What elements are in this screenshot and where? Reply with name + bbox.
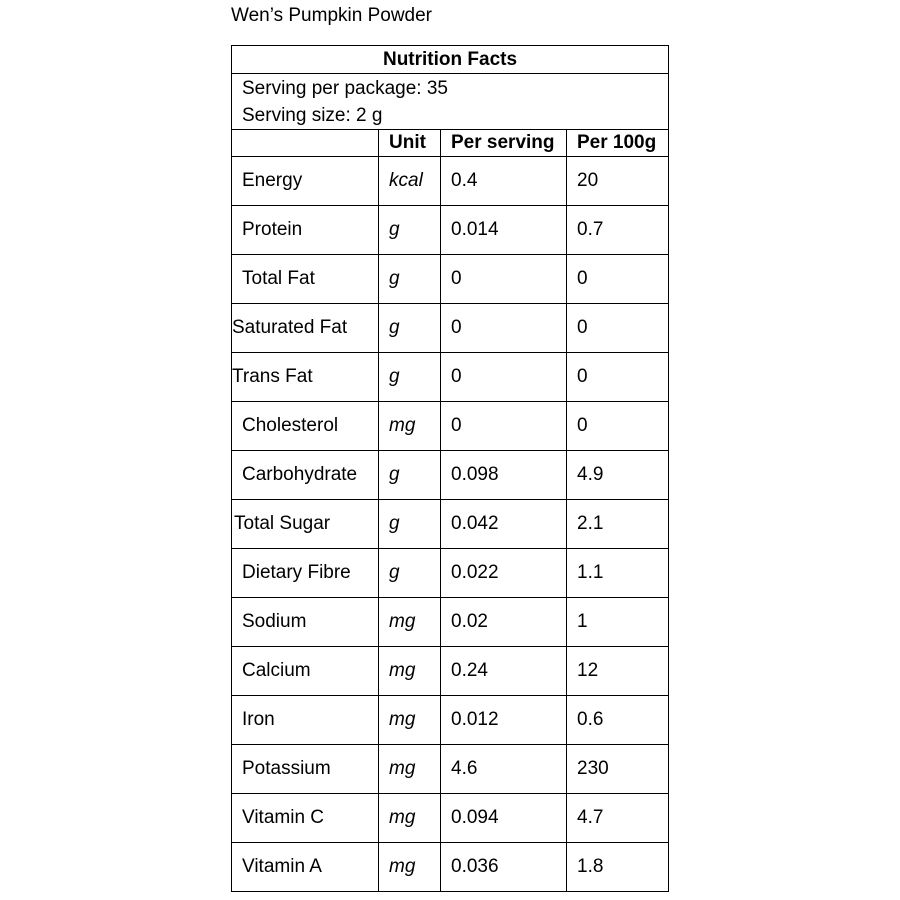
serving-per-package: Serving per package: 35	[242, 77, 448, 99]
column-header-nutrient	[232, 130, 379, 157]
nutrient-unit: g	[379, 206, 441, 255]
nutrient-unit: mg	[379, 696, 441, 745]
per-100g-value: 12	[567, 647, 669, 696]
table-row	[232, 353, 669, 402]
nutrient-name: Total Sugar	[232, 500, 379, 549]
table-row	[232, 500, 669, 549]
nutrient-unit: kcal	[379, 157, 441, 206]
per-100g-value: 4.9	[567, 451, 669, 500]
nutrient-name: Trans Fat	[232, 353, 379, 402]
per-serving-value: 0	[441, 255, 567, 304]
per-serving-value: 0.014	[441, 206, 567, 255]
table-row	[232, 745, 669, 794]
per-serving-value: 0.022	[441, 549, 567, 598]
nutrient-name: Sodium	[232, 598, 379, 647]
table-row	[232, 255, 669, 304]
per-100g-value: 0	[567, 255, 669, 304]
nutrient-unit: g	[379, 549, 441, 598]
per-100g-value: 1.1	[567, 549, 669, 598]
table-row	[232, 304, 669, 353]
table-row	[232, 451, 669, 500]
nutrient-name: Vitamin C	[232, 794, 379, 843]
per-100g-value: 0	[567, 353, 669, 402]
serving-info	[232, 74, 669, 130]
table-row	[232, 647, 669, 696]
per-serving-value: 0.02	[441, 598, 567, 647]
table-title: Nutrition Facts	[232, 46, 669, 74]
column-header-per-100g: Per 100g	[567, 130, 669, 157]
nutrient-unit: mg	[379, 598, 441, 647]
serving-size: Serving size: 2 g	[242, 104, 383, 126]
per-100g-value: 230	[567, 745, 669, 794]
nutrient-name: Dietary Fibre	[232, 549, 379, 598]
per-100g-value: 0	[567, 304, 669, 353]
nutrient-name: Total Fat	[232, 255, 379, 304]
nutrient-name: Energy	[232, 157, 379, 206]
serving-info-row	[232, 74, 669, 130]
column-header-unit: Unit	[379, 130, 441, 157]
nutrient-unit: g	[379, 500, 441, 549]
table-row	[232, 598, 669, 647]
nutrient-unit: mg	[379, 647, 441, 696]
nutrient-unit: mg	[379, 843, 441, 892]
per-serving-value: 4.6	[441, 745, 567, 794]
per-serving-value: 0.036	[441, 843, 567, 892]
nutrient-name: Protein	[232, 206, 379, 255]
table-title-row	[232, 46, 669, 74]
per-100g-value: 1.8	[567, 843, 669, 892]
nutrient-unit: mg	[379, 745, 441, 794]
nutrient-name: Calcium	[232, 647, 379, 696]
nutrient-name: Iron	[232, 696, 379, 745]
per-serving-value: 0	[441, 353, 567, 402]
document-title: Wen’s Pumpkin Powder	[231, 5, 433, 26]
nutrient-unit: g	[379, 353, 441, 402]
nutrient-unit: mg	[379, 794, 441, 843]
table-row	[232, 206, 669, 255]
per-serving-value: 0	[441, 402, 567, 451]
per-100g-value: 0	[567, 402, 669, 451]
column-header-row	[232, 130, 669, 157]
per-serving-value: 0.042	[441, 500, 567, 549]
per-serving-value: 0.094	[441, 794, 567, 843]
nutrient-unit: g	[379, 451, 441, 500]
nutrient-name: Saturated Fat	[232, 304, 379, 353]
table-row	[232, 549, 669, 598]
column-header-per-serving: Per serving	[441, 130, 567, 157]
per-100g-value: 0.6	[567, 696, 669, 745]
per-serving-value: 0.4	[441, 157, 567, 206]
nutrition-facts-table	[231, 45, 669, 892]
nutrient-name: Potassium	[232, 745, 379, 794]
table-row	[232, 843, 669, 892]
per-serving-value: 0.098	[441, 451, 567, 500]
per-100g-value: 1	[567, 598, 669, 647]
table-row	[232, 157, 669, 206]
table-row	[232, 402, 669, 451]
per-serving-value: 0.012	[441, 696, 567, 745]
nutrient-unit: g	[379, 304, 441, 353]
nutrient-name: Carbohydrate	[232, 451, 379, 500]
table-row	[232, 794, 669, 843]
per-100g-value: 0.7	[567, 206, 669, 255]
table-row	[232, 696, 669, 745]
nutrient-name: Cholesterol	[232, 402, 379, 451]
per-100g-value: 2.1	[567, 500, 669, 549]
per-100g-value: 4.7	[567, 794, 669, 843]
nutrient-name: Vitamin A	[232, 843, 379, 892]
per-serving-value: 0.24	[441, 647, 567, 696]
nutrient-unit: g	[379, 255, 441, 304]
per-serving-value: 0	[441, 304, 567, 353]
nutrient-unit: mg	[379, 402, 441, 451]
per-100g-value: 20	[567, 157, 669, 206]
